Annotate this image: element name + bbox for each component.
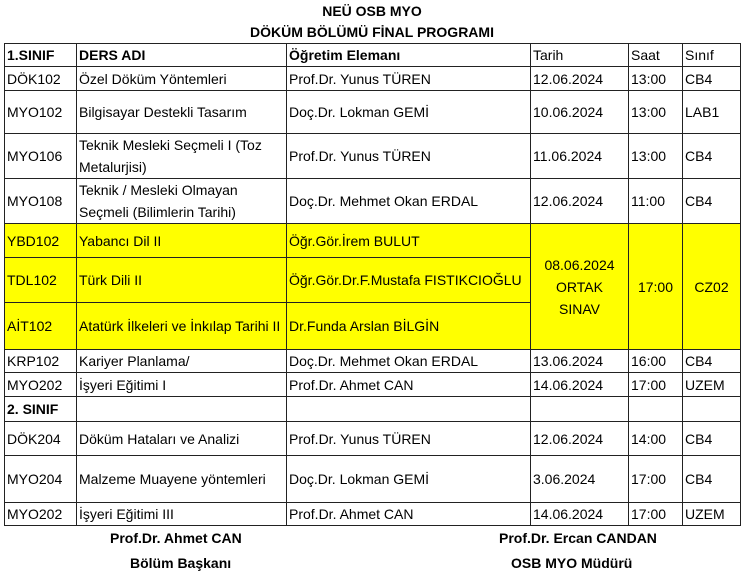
exam-time: 13:00	[629, 134, 683, 179]
course-code: KRP102	[5, 350, 77, 373]
instructor: Doç.Dr. Lokman GEMİ	[287, 456, 531, 503]
common-exam-note: SINAV	[559, 300, 600, 317]
empty-cell	[77, 397, 287, 422]
course-code: AİT102	[5, 303, 77, 350]
common-exam-room: CZ02	[683, 224, 741, 350]
course-name: Bilgisayar Destekli Tasarım	[77, 91, 287, 134]
instructor: Prof.Dr. Yunus TÜREN	[287, 67, 531, 91]
exam-time: 16:00	[629, 350, 683, 373]
course-name: Teknik Mesleki Seçmeli I (Toz Metalurjisi)	[77, 134, 287, 179]
empty-cell	[629, 397, 683, 422]
exam-date: 11.06.2024	[531, 134, 629, 179]
exam-date: 12.06.2024	[531, 422, 629, 456]
section-heading: 2. SINIF	[5, 397, 77, 422]
course-code: MYO106	[5, 134, 77, 179]
department-head-title: Bölüm Başkanı	[130, 555, 232, 571]
course-name: İşyeri Eğitimi I	[77, 373, 287, 397]
header-ogretim: Öğretim Elemanı	[287, 44, 531, 67]
course-code: DÖK102	[5, 67, 77, 91]
exam-room: CB4	[683, 350, 741, 373]
instructor: Doç.Dr. Mehmet Okan ERDAL	[287, 350, 531, 373]
common-exam-date: 08.06.2024	[544, 256, 615, 273]
exam-time: 17:00	[629, 503, 683, 526]
exam-room: CB4	[683, 179, 741, 224]
instructor: Dr.Funda Arslan BİLGİN	[287, 303, 531, 350]
course-name: Türk Dili II	[77, 258, 287, 303]
header-tarih: Tarih	[531, 44, 629, 67]
instructor: Doç.Dr. Mehmet Okan ERDAL	[287, 179, 531, 224]
table-row	[5, 456, 741, 503]
table-row	[5, 91, 741, 134]
course-name: Yabancı Dil II	[77, 224, 287, 258]
exam-room: CB4	[683, 422, 741, 456]
exam-time: 14:00	[629, 422, 683, 456]
course-code: MYO202	[5, 373, 77, 397]
course-code: MYO102	[5, 91, 77, 134]
document-subtitle: DÖKÜM BÖLÜMÜ FİNAL PROGRAMI	[250, 24, 494, 40]
exam-room: CB4	[683, 456, 741, 503]
header-row	[5, 44, 741, 67]
header-sinif: 1.SINIF	[5, 44, 77, 67]
exam-date: 13.06.2024	[531, 350, 629, 373]
table-row	[5, 422, 741, 456]
empty-cell	[531, 397, 629, 422]
course-code: YBD102	[5, 224, 77, 258]
table-row	[5, 373, 741, 397]
course-name: Kariyer Planlama/	[77, 350, 287, 373]
instructor: Doç.Dr. Lokman GEMİ	[287, 91, 531, 134]
exam-time: 13:00	[629, 67, 683, 91]
course-name: Malzeme Muayene yöntemleri	[77, 456, 287, 503]
course-code: MYO204	[5, 456, 77, 503]
director-name: Prof.Dr. Ercan CANDAN	[499, 530, 657, 546]
instructor: Prof.Dr. Yunus TÜREN	[287, 422, 531, 456]
exam-date: 10.06.2024	[531, 91, 629, 134]
exam-date: 12.06.2024	[531, 67, 629, 91]
header-yer: Sınıf	[683, 44, 741, 67]
exam-date: 3.06.2024	[531, 456, 629, 503]
table-row	[5, 179, 741, 224]
exam-schedule-table	[4, 43, 741, 526]
instructor: Prof.Dr. Ahmet CAN	[287, 503, 531, 526]
course-name: Özel Döküm Yöntemleri	[77, 67, 287, 91]
course-name: İşyeri Eğitimi III	[77, 503, 287, 526]
empty-cell	[683, 397, 741, 422]
exam-room: CB4	[683, 134, 741, 179]
common-exam-note: ORTAK	[556, 278, 603, 295]
common-exam-row	[5, 224, 741, 258]
director-title: OSB MYO Müdürü	[511, 555, 633, 571]
instructor: Prof.Dr. Yunus TÜREN	[287, 134, 531, 179]
course-code: MYO202	[5, 503, 77, 526]
course-name: Döküm Hataları ve Analizi	[77, 422, 287, 456]
common-exam-time: 17:00	[629, 224, 683, 350]
table-row	[5, 350, 741, 373]
exam-date: 14.06.2024	[531, 373, 629, 397]
course-code: DÖK204	[5, 422, 77, 456]
instructor: Öğr.Gör.Dr.F.Mustafa FISTIKCIOĞLU	[287, 258, 531, 303]
exam-time: 17:00	[629, 373, 683, 397]
exam-time: 17:00	[629, 456, 683, 503]
header-saat: Saat	[629, 44, 683, 67]
exam-room: LAB1	[683, 91, 741, 134]
exam-date: 12.06.2024	[531, 179, 629, 224]
course-name: Atatürk İlkeleri ve İnkılap Tarihi II	[77, 303, 287, 350]
exam-time: 11:00	[629, 179, 683, 224]
header-ders: DERS ADI	[77, 44, 287, 67]
common-exam-date-cell	[531, 224, 629, 350]
exam-room: UZEM	[683, 503, 741, 526]
instructor: Prof.Dr. Ahmet CAN	[287, 373, 531, 397]
instructor: Öğr.Gör.İrem BULUT	[287, 224, 531, 258]
exam-time: 13:00	[629, 91, 683, 134]
course-name: Teknik / Mesleki Olmayan Seçmeli (Bilimlerin Tarihi)	[77, 179, 287, 224]
exam-room: UZEM	[683, 373, 741, 397]
exam-room: CB4	[683, 67, 741, 91]
table-row	[5, 134, 741, 179]
department-head-name: Prof.Dr. Ahmet CAN	[110, 530, 242, 546]
table-row	[5, 67, 741, 91]
course-code: MYO108	[5, 179, 77, 224]
empty-cell	[287, 397, 531, 422]
section-row	[5, 397, 741, 422]
course-code: TDL102	[5, 258, 77, 303]
table-row	[5, 503, 741, 526]
document-title: NEÜ OSB MYO	[322, 3, 422, 19]
exam-date: 14.06.2024	[531, 503, 629, 526]
